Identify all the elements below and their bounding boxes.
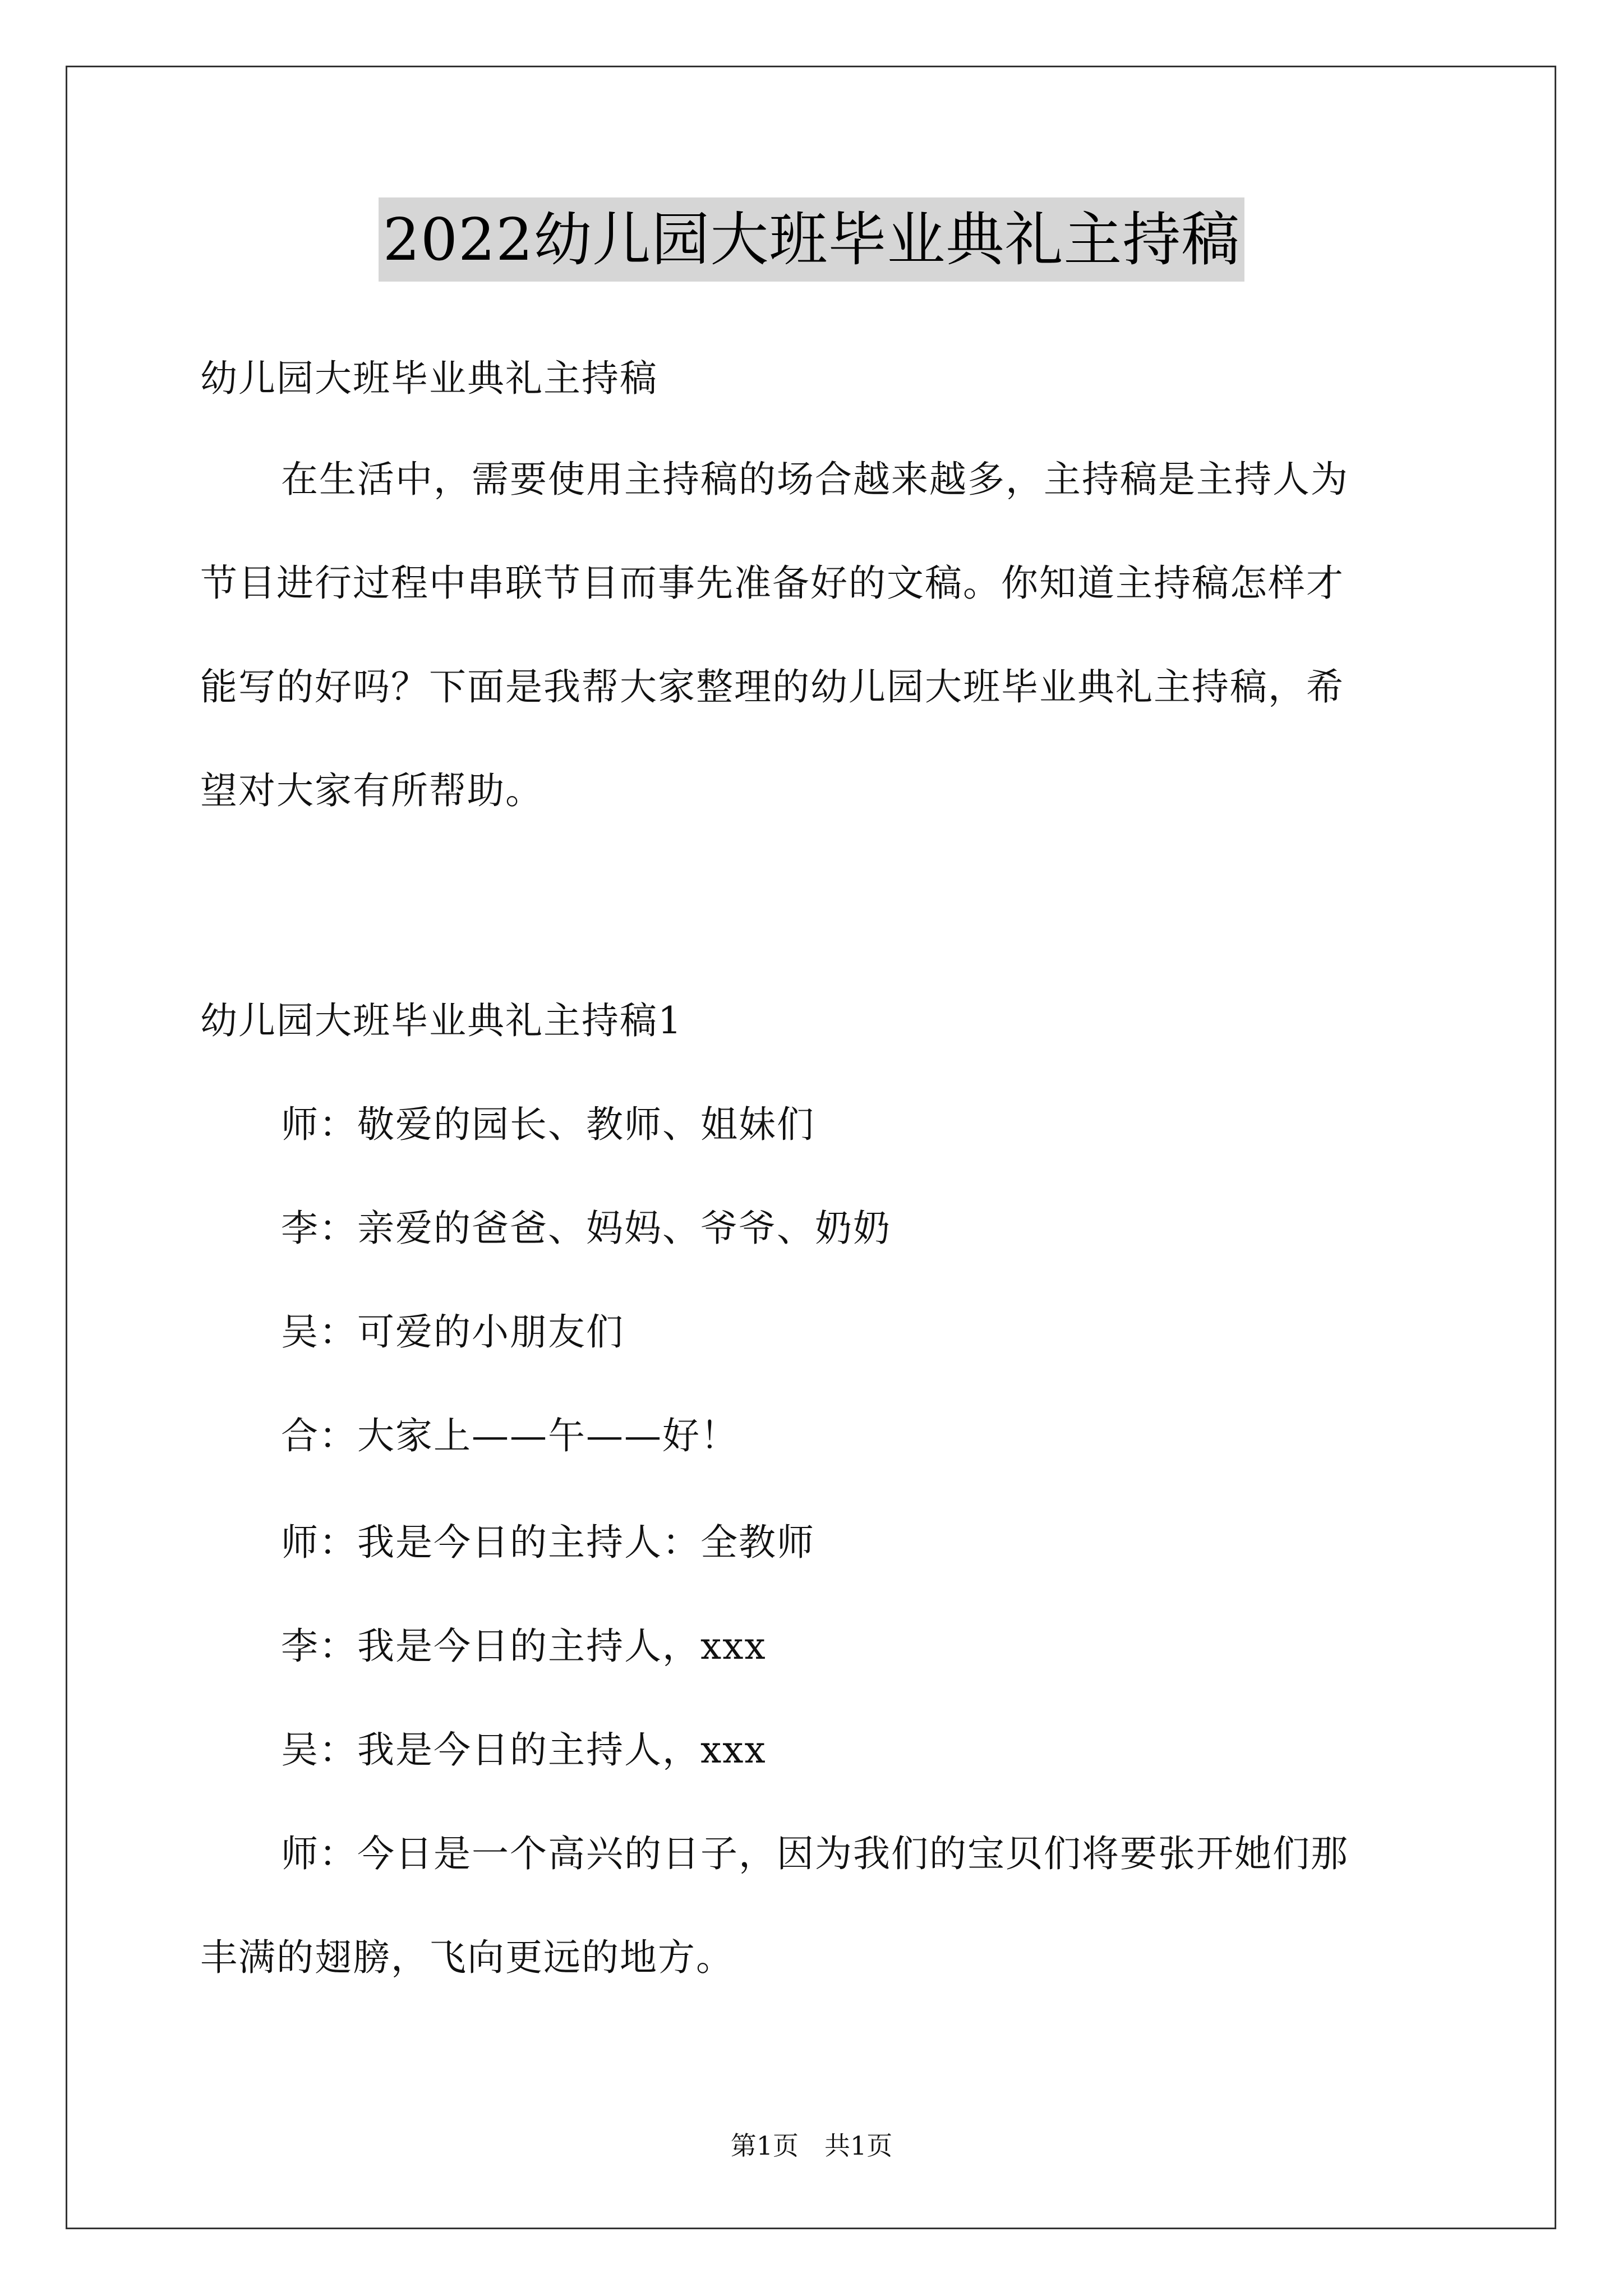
intro-line: 望对大家有所帮助。 — [200, 769, 543, 812]
document-title: 2022幼儿园大班毕业典礼主持稿 — [379, 197, 1245, 282]
dialogue-line: 李：我是今日的主持人，xxx — [281, 1625, 767, 1668]
dialogue-line: 师：敬爱的园长、教师、姐妹们 — [281, 1103, 815, 1146]
intro-line: 能写的好吗？下面是我帮大家整理的幼儿园大班毕业典礼主持稿，希 — [200, 665, 1344, 708]
dialogue-line: 师：今日是一个高兴的日子，因为我们的宝贝们将要张开她们那 — [281, 1832, 1349, 1875]
dialogue-line: 合：大家上——午——好！ — [281, 1414, 739, 1457]
title-container — [0, 197, 1623, 282]
section-heading: 幼儿园大班毕业典礼主持稿1 — [200, 999, 683, 1042]
document-subtitle: 幼儿园大班毕业典礼主持稿 — [200, 357, 658, 400]
dialogue-continuation: 丰满的翅膀，飞向更远的地方。 — [200, 1936, 734, 1979]
dialogue-line: 吴：我是今日的主持人，xxx — [281, 1728, 767, 1772]
dialogue-line: 师：我是今日的主持人：全教师 — [281, 1521, 815, 1564]
intro-line: 节目进行过程中串联节目而事先准备好的文稿。你知道主持稿怎样才 — [200, 562, 1344, 605]
dialogue-line: 吴：可爱的小朋友们 — [281, 1310, 624, 1354]
dialogue-line: 李：亲爱的爸爸、妈妈、爷爷、奶奶 — [281, 1207, 891, 1250]
page-footer: 第1页 共1页 — [730, 2131, 893, 2161]
intro-line: 在生活中，需要使用主持稿的场合越来越多，主持稿是主持人为 — [281, 458, 1349, 501]
